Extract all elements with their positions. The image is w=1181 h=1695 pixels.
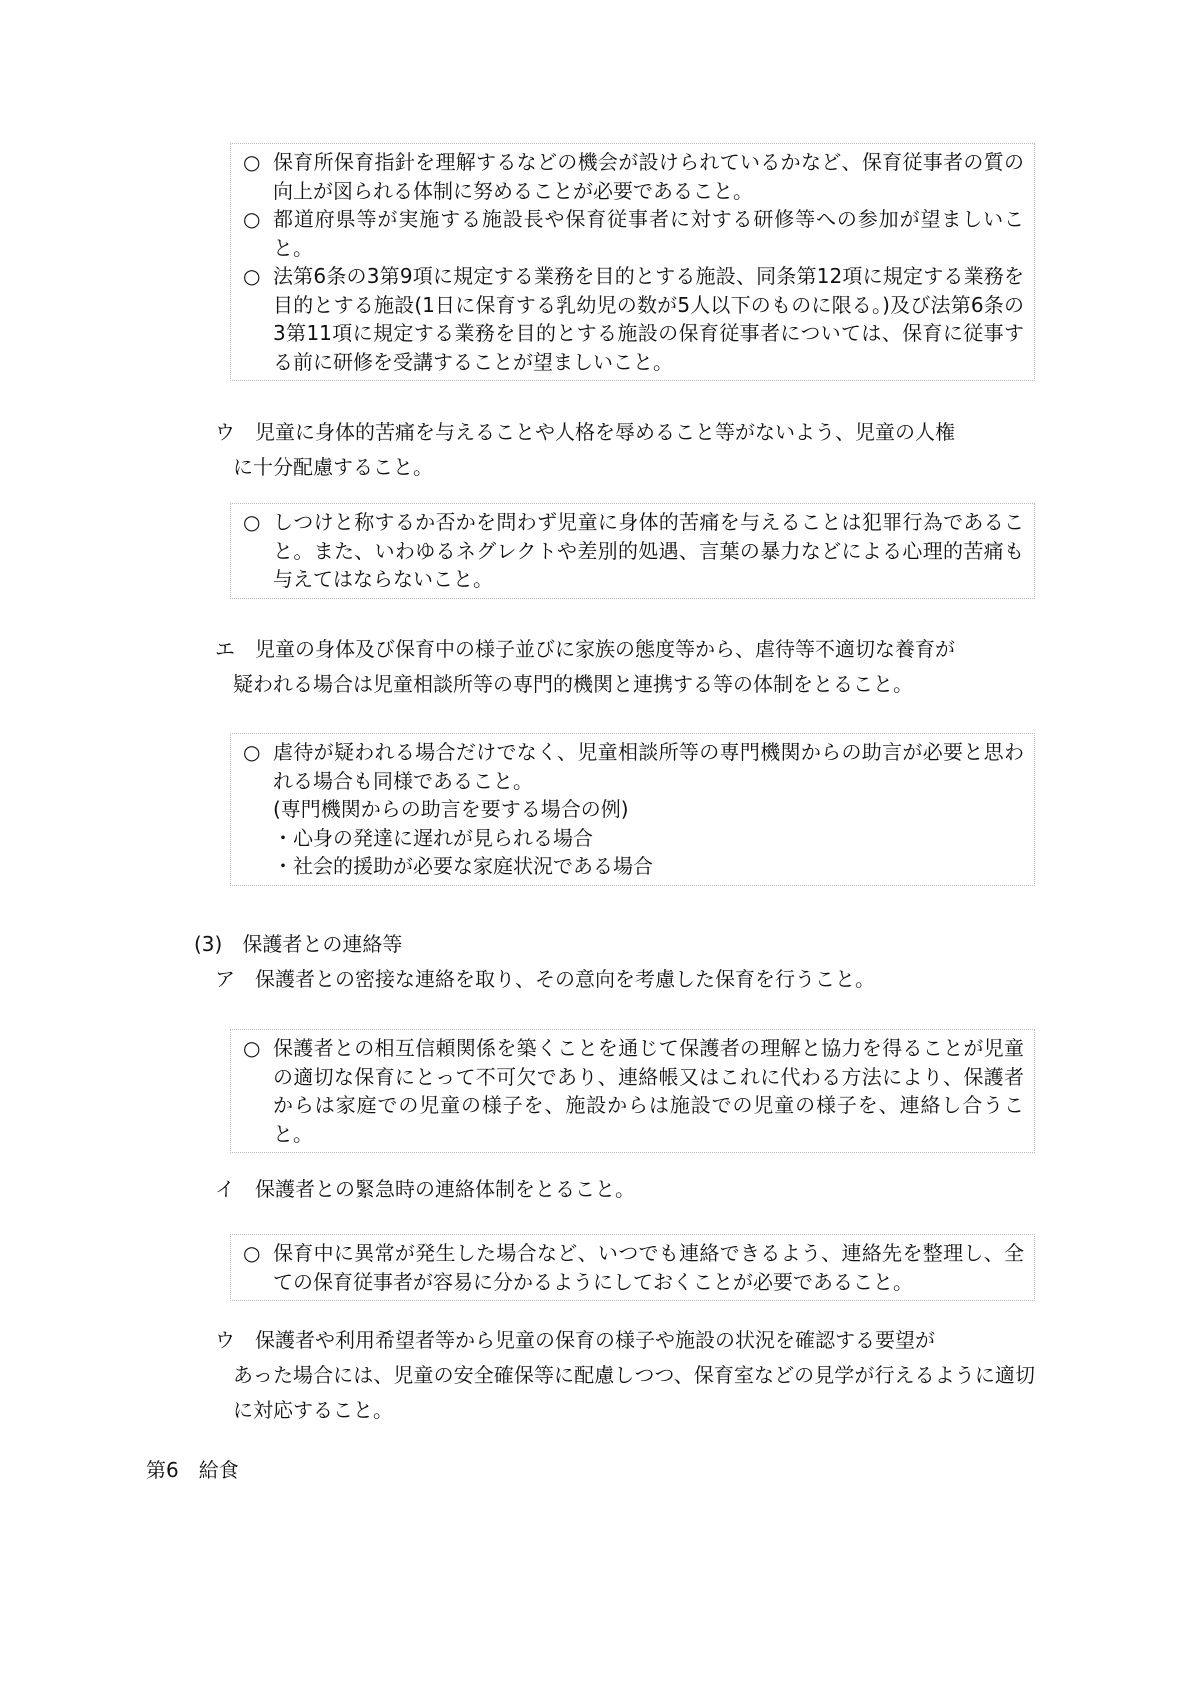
example-bullet: ・社会的援助が必要な家庭状況である場合: [273, 854, 653, 878]
note-box-contact-list: [230, 1234, 1035, 1301]
paragraph-text: 保護者との密接な連絡を取り、その意向を考慮した保育を行うこと。: [255, 967, 875, 991]
circle-bullet-icon: ○: [243, 1036, 261, 1060]
paragraph-u-visits: [215, 1323, 1035, 1428]
paragraph-text-continued: 疑われる場合は児童相談所等の専門的機関と連携する等の体制をとること。: [233, 672, 913, 696]
circle-bullet-icon: ○: [243, 264, 261, 288]
example-title: (専門機関からの助言を要する場合の例): [273, 797, 629, 821]
example-bullet: ・心身の発達に遅れが見られる場合: [273, 825, 593, 850]
paragraph-text: 保護者との緊急時の連絡体制をとること。: [255, 1177, 635, 1201]
note-text: しつけと称するか否かを問わず児童に身体的苦痛を与えることは犯罪行為であること。また、いわゆるネグレクトや差別的処遇、言葉の暴力などによる心理的苦痛も与えてはならないこと。: [273, 510, 1024, 591]
paragraph-u-human-rights: [215, 415, 1035, 485]
note-box-consultation: [230, 733, 1035, 886]
note-box-mutual-trust: [230, 1029, 1035, 1153]
note-text: 保育所保育指針を理解するなどの機会が設けられているかなど、保育従事者の質の向上が図られる体制に努めることが必要であること。: [273, 150, 1024, 203]
note-text: 都道府県等が実施する施設長や保育従事者に対する研修等への参加が望ましいこと。: [273, 207, 1024, 260]
note-item: [243, 205, 1024, 262]
paragraph-label: ウ: [215, 1328, 235, 1352]
circle-bullet-icon: ○: [243, 1241, 261, 1265]
paragraph-label: ア: [215, 967, 235, 991]
paragraph-text: 保護者や利用希望者等から児童の保育の様子や施設の状況を確認する要望が: [255, 1328, 935, 1352]
paragraph-text-continued: あった場合には、児童の安全確保等に配慮しつつ、保育室などの見学が行えるように適切に対応すること。: [233, 1363, 1035, 1422]
note-item: [243, 1034, 1024, 1148]
note-text: 保育中に異常が発生した場合など、いつでも連絡できるよう、連絡先を整理し、全ての保育従事者が容易に分かるようにしておくことが必要であること。: [273, 1241, 1024, 1294]
note-item: [243, 262, 1024, 376]
paragraph-text-continued: に十分配慮すること。: [233, 455, 433, 479]
section-heading: (3) 保護者との連絡等: [194, 932, 403, 956]
note-item: [243, 508, 1024, 594]
paragraph-label: イ: [215, 1177, 235, 1201]
paragraph-label: エ: [215, 637, 235, 661]
note-item: [243, 1239, 1024, 1296]
circle-bullet-icon: ○: [243, 150, 261, 174]
paragraph-e-inappropriate-care: [215, 632, 1035, 702]
circle-bullet-icon: ○: [243, 740, 261, 764]
paragraph-text: 児童に身体的苦痛を与えることや人格を辱めること等がないよう、児童の人権: [255, 420, 955, 444]
note-box-training: [230, 143, 1035, 381]
note-text: 法第6条の3第9項に規定する業務を目的とする施設、同条第12項に規定する業務を目的とする施設(1日に保育する乳幼児の数が5人以下のものに限る。)及び法第6条の3第11項に規定する業務を目的とする施設の保育従事者については、保育に従事する前に研修を受講することが望ましいこと。: [273, 264, 1024, 374]
note-item: [243, 148, 1024, 205]
circle-bullet-icon: ○: [243, 510, 261, 534]
note-text: 保護者との相互信頼関係を築くことを通じて保護者の理解と協力を得ることが児童の適切な保育にとって不可欠であり、連絡帳又はこれに代わる方法により、保護者からは家庭での児童の様子を、施設からは施設での児童の様子を、連絡し合うこと。: [273, 1036, 1024, 1146]
note-text: 虐待が疑われる場合だけでなく、児童相談所等の専門機関からの助言が必要と思われる場合も同様であること。: [273, 740, 1024, 793]
paragraph-a-close-contact: [215, 962, 1035, 997]
paragraph-text: 児童の身体及び保育中の様子並びに家族の態度等から、虐待等不適切な養育が: [255, 637, 955, 661]
chapter-heading: 第6 給食: [146, 1458, 239, 1482]
paragraph-label: ウ: [215, 420, 235, 444]
paragraph-i-emergency-contact: [215, 1172, 1035, 1207]
note-box-abuse: [230, 503, 1035, 599]
note-item: [243, 738, 1024, 795]
circle-bullet-icon: ○: [243, 207, 261, 231]
